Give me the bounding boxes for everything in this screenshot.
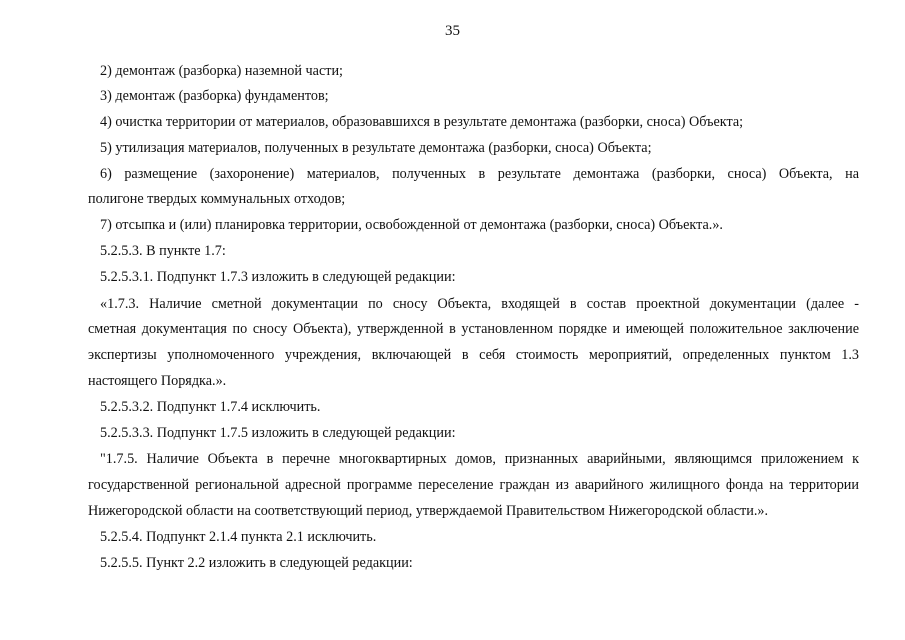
- list-item-placement-continued: полигоне твердых коммунальных отходов;: [88, 191, 346, 207]
- quote-1-7-5-line-1: "1.7.5. Наличие Объекта в перечне многоквартирных домов, признанных аварийными, являющимся приложением к: [100, 451, 859, 467]
- list-item-dismantle-foundation: 3) демонтаж (разборка) фундаментов;: [100, 88, 329, 104]
- clause-5-2-5-3-1: 5.2.5.3.1. Подпункт 1.7.3 изложить в следующей редакции:: [100, 269, 456, 285]
- quote-1-7-3-line-3: экспертизы уполномоченного учреждения, включающей в себя стоимость мероприятий, определенных пунктом 1.3: [88, 347, 859, 363]
- quote-1-7-3-line-2: сметная документация по сносу Объекта), утвержденной в установленном порядке и имеющей положительное заключение: [88, 321, 859, 337]
- list-item-clean-territory: 4) очистка территории от материалов, образовавшихся в результате демонтажа (разборки, сноса) Объекта;: [100, 114, 744, 130]
- quote-1-7-5-line-3: Нижегородской области на соответствующий период, утверждаемой Правительством Нижегородской области.».: [88, 503, 769, 519]
- quote-1-7-3-line-1: «1.7.3. Наличие сметной документации по сносу Объекта, входящей в состав проектной документации (далее -: [100, 296, 859, 312]
- clause-5-2-5-3: 5.2.5.3. В пункте 1.7:: [100, 243, 226, 259]
- clause-5-2-5-3-2: 5.2.5.3.2. Подпункт 1.7.4 исключить.: [100, 399, 321, 415]
- clause-5-2-5-4: 5.2.5.4. Подпункт 2.1.4 пункта 2.1 исключить.: [100, 529, 377, 545]
- list-item-backfill: 7) отсыпка и (или) планировка территории, освобожденной от демонтажа (разборки, сноса) Объекта.».: [100, 217, 723, 233]
- clause-5-2-5-3-3: 5.2.5.3.3. Подпункт 1.7.5 изложить в следующей редакции:: [100, 425, 456, 441]
- list-item-utilization: 5) утилизация материалов, полученных в результате демонтажа (разборки, сноса) Объекта;: [100, 140, 652, 156]
- quote-1-7-5-line-2: государственной региональной адресной программе переселение граждан из аварийного жилищного фонда на территории: [88, 477, 859, 493]
- quote-1-7-3-line-4: настоящего Порядка.».: [88, 373, 227, 389]
- list-item-placement: 6) размещение (захоронение) материалов, полученных в результате демонтажа (разборки, сноса) Объекта, на: [100, 166, 859, 182]
- list-item-dismantle-ground: 2) демонтаж (разборка) наземной части;: [100, 63, 343, 79]
- page-number: 35: [445, 23, 460, 39]
- clause-5-2-5-5: 5.2.5.5. Пункт 2.2 изложить в следующей редакции:: [100, 555, 413, 571]
